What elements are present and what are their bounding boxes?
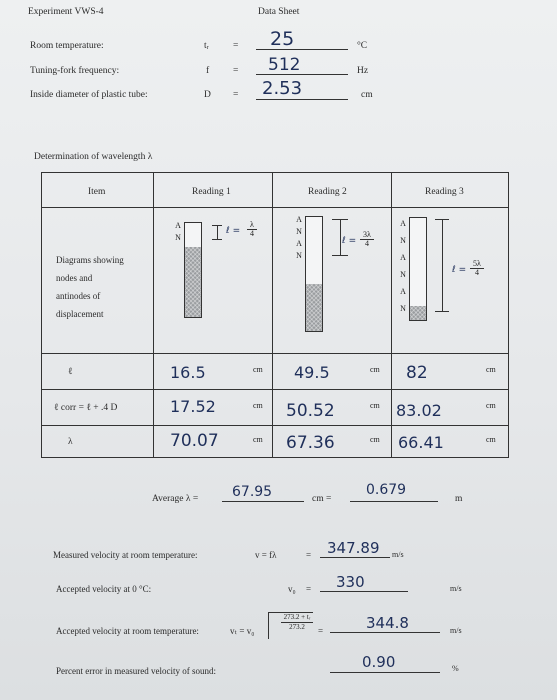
cell-unit: cm — [370, 401, 380, 410]
cell-unit: cm — [253, 435, 263, 444]
param-symbol: D — [204, 90, 211, 100]
velocity-equals: = — [306, 550, 312, 560]
cell-value: 16.5 — [170, 363, 206, 382]
velocity-label: Accepted velocity at 0 °C: — [56, 584, 152, 594]
cell-value: 83.02 — [396, 401, 442, 420]
param-label: Inside diameter of plastic tube: — [30, 90, 148, 100]
param-label: Room temperature: — [30, 41, 104, 51]
cell-value: 66.41 — [398, 433, 444, 452]
cell-unit: cm — [486, 365, 496, 374]
section-title: Determination of wavelength λ — [34, 152, 153, 162]
formula-lhs: ℓ = — [342, 236, 357, 246]
row-item: ℓ corr = ℓ + .4 D — [54, 403, 118, 413]
formula-fraction: $\frac{5\lambda}{4}$ — [470, 260, 484, 277]
param-value: 25 — [270, 28, 295, 50]
velocity-fraction: 273.2 + tᵣ 273.2 — [281, 613, 313, 632]
header-item: Item — [88, 187, 106, 197]
velocity-label: Percent error in measured velocity of sound: — [56, 666, 216, 676]
formula-lhs: ℓ = — [226, 226, 241, 236]
header-reading-2: Reading 2 — [308, 187, 347, 197]
param-equals: = — [233, 66, 239, 76]
velocity-label: Measured velocity at room temperature: — [53, 550, 198, 560]
param-unit: cm — [361, 90, 373, 100]
param-unit: Hz — [357, 66, 369, 76]
cell-value: 50.52 — [286, 401, 335, 421]
wavelength-table: Item Reading 1 Reading 2 Reading 3 Diagrams showing nodes and antinodes of displacement A N ℓ = $\frac{\lambda}{4}$ A N A N ℓ = $\frac{3\lambda}{4}$ A N A N A N ℓ = $\frac{5\lambda}{4}$ ℓ 16.5 cm 49.5 cm 82 cm ℓ corr = ℓ + .4 D 17.52 cm 50.52 cm 83.02 cm λ 70.07 cm 67.36 cm 66.41 cm — [41, 172, 509, 458]
velocity-unit: m/s — [450, 584, 462, 593]
row-item: ℓ — [68, 367, 73, 377]
average-value-m: 0.679 — [366, 482, 407, 498]
velocity-value: 344.8 — [366, 614, 409, 632]
formula-lhs: ℓ = — [452, 265, 467, 275]
velocity-unit: % — [452, 664, 459, 673]
param-symbol: f — [206, 66, 210, 76]
header-reading-3: Reading 3 — [425, 187, 464, 197]
cell-unit: cm — [486, 401, 496, 410]
cell-unit: cm — [253, 365, 263, 374]
param-unit: °C — [357, 41, 368, 51]
sheet-title: Data Sheet — [258, 7, 300, 17]
diagram-row-label: Diagrams showing nodes and antinodes of displacement — [56, 255, 124, 319]
resonance-tube — [305, 216, 323, 332]
average-unit-cm: cm = — [312, 494, 332, 504]
param-symbol: tᵣ — [204, 41, 209, 51]
average-value-cm: 67.95 — [232, 484, 273, 500]
velocity-formula: v = fλ — [255, 550, 277, 560]
param-value: 512 — [268, 55, 301, 75]
velocity-formula: vₜ = v₀ — [230, 626, 255, 636]
velocity-unit: m/s — [392, 550, 404, 559]
cell-unit: cm — [370, 435, 380, 444]
cell-value: 17.52 — [170, 397, 216, 416]
cell-value: 67.36 — [286, 433, 335, 453]
formula-fraction: $\frac{3\lambda}{4}$ — [360, 231, 374, 248]
resonance-tube — [184, 222, 202, 318]
cell-unit: cm — [253, 401, 263, 410]
header-reading-1: Reading 1 — [192, 187, 231, 197]
resonance-tube — [409, 217, 427, 321]
average-unit-m: m — [455, 494, 463, 504]
velocity-formula: v₀ — [288, 584, 296, 594]
param-value: 2.53 — [262, 78, 303, 99]
velocity-label: Accepted velocity at room temperature: — [56, 626, 199, 636]
cell-unit: cm — [370, 365, 380, 374]
cell-value: 70.07 — [170, 431, 219, 451]
param-label: Tuning-fork frequency: — [30, 66, 120, 76]
velocity-value: 0.90 — [362, 653, 396, 671]
velocity-equals: = — [318, 626, 324, 636]
velocity-equals: = — [306, 584, 312, 594]
velocity-value: 347.89 — [327, 539, 380, 557]
experiment-title: Experiment VWS-4 — [28, 7, 104, 17]
cell-value: 49.5 — [294, 363, 330, 382]
velocity-unit: m/s — [450, 626, 462, 635]
param-equals: = — [233, 41, 239, 51]
formula-fraction: $\frac{\lambda}{4}$ — [247, 221, 257, 238]
row-item: λ — [68, 437, 73, 447]
velocity-value: 330 — [336, 573, 365, 591]
average-label: Average λ = — [152, 494, 199, 504]
cell-unit: cm — [486, 435, 496, 444]
cell-value: 82 — [406, 363, 428, 383]
param-equals: = — [233, 90, 239, 100]
